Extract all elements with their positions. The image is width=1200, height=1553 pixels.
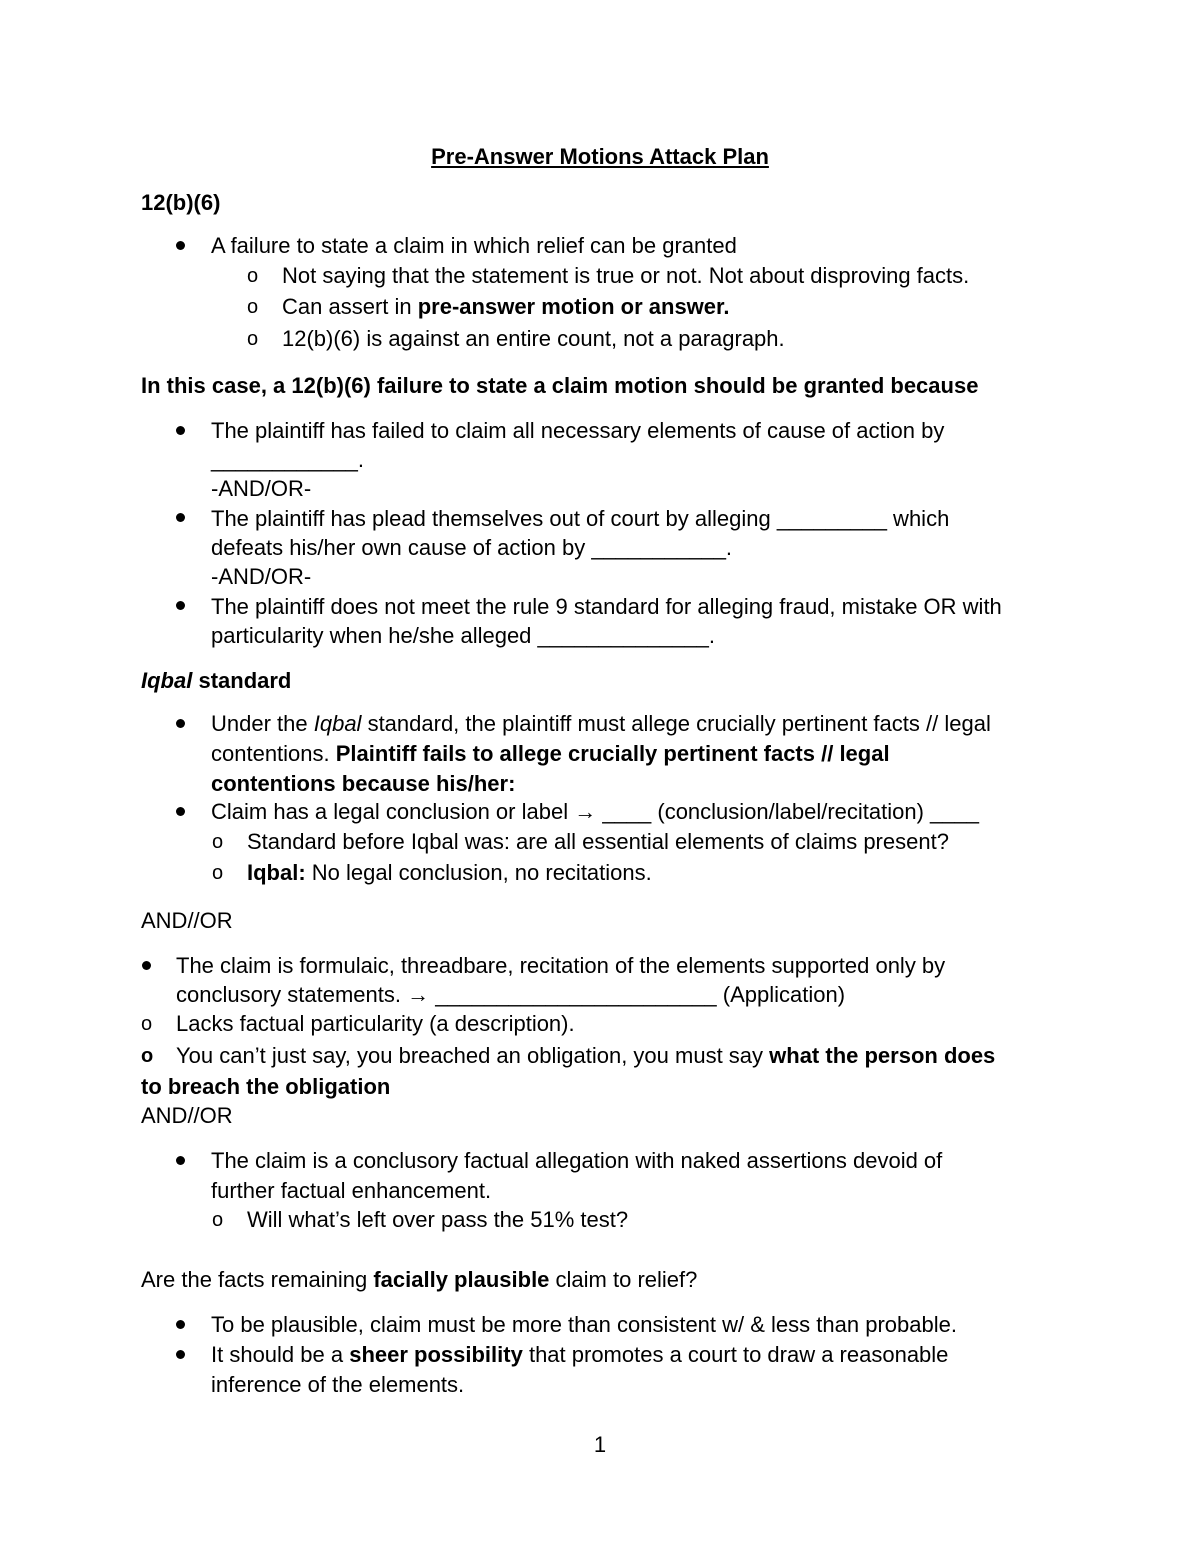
sub-list-item: You can’t just say, you breached an obligation, you must say what the person does <box>176 1043 996 1068</box>
sub-bullet-icon: o <box>141 1045 154 1067</box>
right-arrow-icon: → <box>574 799 597 824</box>
sub-bullet-icon: o <box>247 265 259 287</box>
and-or-separator: -AND/OR- <box>211 564 312 589</box>
sub-bullet-icon: o <box>212 1209 224 1231</box>
sub-bullet-icon: o <box>247 328 259 350</box>
list-item: The claim is formulaic, threadbare, recitation of the elements supported only by <box>176 953 946 978</box>
bullet-icon <box>176 1350 185 1359</box>
list-item: The plaintiff has failed to claim all necessary elements of cause of action by <box>211 418 945 443</box>
sub-list-item: Iqbal: No legal conclusion, no recitations. <box>247 860 652 885</box>
list-item: It should be a sheer possibility that promotes a court to draw a reasonable <box>211 1342 949 1367</box>
list-item-continued: inference of the elements. <box>211 1372 465 1397</box>
list-item-continued: ____________. <box>211 447 364 472</box>
sub-bullet-icon: o <box>141 1013 153 1035</box>
sub-bullet-icon: o <box>247 296 259 318</box>
bullet-icon <box>176 601 185 610</box>
bullet-icon <box>176 241 185 250</box>
section-heading-iqbal: Iqbal standard <box>141 668 292 693</box>
list-item: The plaintiff does not meet the rule 9 standard for alleging fraud, mistake OR with <box>211 594 1002 619</box>
list-item-continued: particularity when he/she alleged ______________. <box>211 623 715 648</box>
and-or-label: AND//OR <box>141 908 233 933</box>
list-item: The claim is a conclusory factual allegation with naked assertions devoid of <box>211 1148 943 1173</box>
and-or-separator: -AND/OR- <box>211 476 312 501</box>
sub-list-item: Can assert in pre-answer motion or answer. <box>282 294 730 319</box>
sub-list-item: Not saying that the statement is true or not. Not about disproving facts. <box>282 263 970 288</box>
sub-list-item: Standard before Iqbal was: are all essential elements of claims present? <box>247 829 949 854</box>
list-item: Under the Iqbal standard, the plaintiff must allege crucially pertinent facts // legal <box>211 711 991 736</box>
bullet-icon <box>176 1320 185 1329</box>
page-number: 1 <box>593 1432 607 1457</box>
bullet-icon <box>176 513 185 522</box>
list-item-continued: defeats his/her own cause of action by ___________. <box>211 535 733 560</box>
section-heading-12b6: 12(b)(6) <box>141 190 221 215</box>
list-item: A failure to state a claim in which relief can be granted <box>211 233 737 258</box>
bullet-icon <box>176 719 185 728</box>
sub-bullet-icon: o <box>212 862 224 884</box>
list-item-continued: contentions because his/her: <box>211 771 516 796</box>
sub-list-item-continued: to breach the obligation <box>141 1074 391 1099</box>
list-item-continued: conclusory statements. → _______________________ (Application) <box>176 982 846 1007</box>
bullet-icon <box>142 961 151 970</box>
sub-list-item: Will what’s left over pass the 51% test? <box>247 1207 629 1232</box>
sub-list-item: 12(b)(6) is against an entire count, not a paragraph. <box>282 326 785 351</box>
bullet-icon <box>176 807 185 816</box>
and-or-label: AND//OR <box>141 1103 233 1128</box>
bullet-icon <box>176 1156 185 1165</box>
list-item: The plaintiff has plead themselves out of court by alleging _________ which <box>211 506 950 531</box>
question-line: Are the facts remaining facially plausible claim to relief? <box>141 1267 698 1292</box>
right-arrow-icon: → <box>407 982 430 1007</box>
list-item: Claim has a legal conclusion or label → ____ (conclusion/label/recitation) ____ <box>211 799 980 824</box>
list-item: To be plausible, claim must be more than consistent w/ & less than probable. <box>211 1312 957 1337</box>
bullet-icon <box>176 426 185 435</box>
list-item-continued: further factual enhancement. <box>211 1178 492 1203</box>
page-title: Pre-Answer Motions Attack Plan <box>431 144 769 169</box>
sub-bullet-icon: o <box>212 831 224 853</box>
section-heading-motion: In this case, a 12(b)(6) failure to state a claim motion should be granted because <box>141 373 979 398</box>
sub-list-item: Lacks factual particularity (a description). <box>176 1011 575 1036</box>
list-item-continued: contentions. Plaintiff fails to allege crucially pertinent facts // legal <box>211 741 890 766</box>
